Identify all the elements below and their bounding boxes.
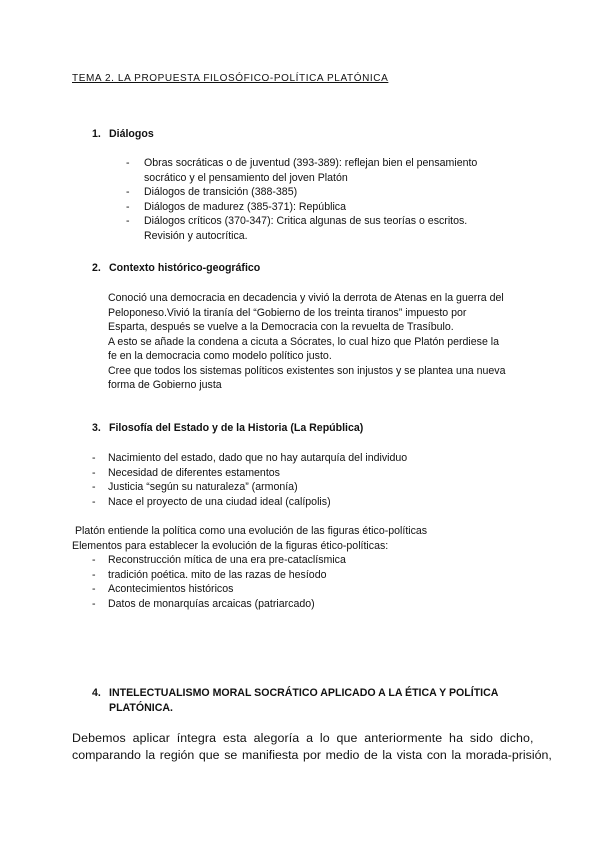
- section-number: 4.: [92, 687, 101, 699]
- list-item: Revisión y autocrítica.: [144, 229, 248, 242]
- list-item: - Nace el proyecto de una ciudad ideal (calípolis): [92, 495, 331, 508]
- section-3-paragraph: [72, 524, 427, 553]
- list-item: - Nacimiento del estado, dado que no hay autarquía del individuo: [92, 452, 408, 464]
- section-2-paragraph: [108, 291, 506, 393]
- paragraph-line: Conoció una democracia en decadencia y vivió la derrota de Atenas en la guerra del: [108, 292, 504, 304]
- section-title-text: Contexto histórico-geográfico: [109, 262, 261, 274]
- section-title-text: Filosofía del Estado y de la Historia (La República): [109, 422, 364, 434]
- list-item: - Diálogos de transición (388-385): [126, 186, 298, 198]
- paragraph-line: A esto se añade la condena a cicuta a Sócrates, lo cual hizo que Platón perdiese la: [108, 335, 500, 348]
- section-3-list: [92, 451, 407, 509]
- paragraph-line: comparando la región que se manifiesta por medio de la vista con la morada-prisión,: [72, 748, 552, 762]
- list-item: - Necesidad de diferentes estamentos: [92, 466, 280, 479]
- paragraph-line: Elementos para establecer la evolución de la figuras ético-políticas:: [72, 539, 389, 552]
- list-item: - Acontecimientos históricos: [92, 583, 234, 595]
- paragraph-line: Cree que todos los sistemas políticos existentes son injustos y se plantea una nueva: [108, 364, 506, 377]
- list-item: socrático y el pensamiento del joven Platón: [144, 171, 348, 184]
- section-1-title: [92, 128, 154, 140]
- section-3-title: [92, 422, 363, 434]
- list-item: - Obras socráticas o de juventud (393-389): reflejan bien el pensamiento: [126, 157, 478, 169]
- paragraph-line: Peloponeso.Vivió la tiranía del “Gobierno de los treinta tiranos” impuesto por: [108, 306, 467, 319]
- paragraph-line: Debemos aplicar íntegra esta alegoría a lo que anteriormente ha sido dicho,: [72, 731, 534, 745]
- list-item: - Datos de monarquías arcaicas (patriarcado): [92, 597, 315, 610]
- list-item: - Justicia “según su naturaleza” (armonía): [92, 481, 298, 493]
- section-4-paragraph: [72, 730, 552, 764]
- section-number: 3.: [92, 422, 101, 434]
- section-title-text: PLATÓNICA.: [109, 702, 173, 714]
- section-number: 1.: [92, 128, 101, 140]
- section-title-text: Diálogos: [109, 128, 154, 140]
- paragraph-line: forma de Gobierno justa: [108, 379, 222, 391]
- section-1-list: [126, 156, 477, 243]
- list-item: - Diálogos críticos (370-347): Critica algunas de sus teorías o escritos.: [126, 215, 468, 227]
- list-item: - tradición poética. mito de las razas de hesíodo: [92, 568, 327, 581]
- list-item: - Reconstrucción mítica de una era pre-cataclísmica: [92, 554, 346, 566]
- document-header: TEMA 2. LA PROPUESTA FILOSÓFICO-POLÍTICA PLATÓNICA: [72, 73, 389, 84]
- paragraph-line: Platón entiende la política como una evolución de las figuras ético-políticas: [72, 525, 428, 537]
- paragraph-line: Esparta, después se vuelve a la Democracia con la revuelta de Trasíbulo.: [108, 321, 454, 333]
- section-number: 2.: [92, 262, 101, 274]
- section-title-text: INTELECTUALISMO MORAL SOCRÁTICO APLICADO A LA ÉTICA Y POLÍTICA: [109, 687, 499, 699]
- section-2-title: [92, 262, 260, 274]
- list-item: - Diálogos de madurez (385-371): República: [126, 200, 346, 213]
- paragraph-line: fe en la democracia como modelo político justo.: [108, 350, 332, 362]
- section-3-list-2: [92, 553, 346, 611]
- section-4-title: [92, 686, 498, 716]
